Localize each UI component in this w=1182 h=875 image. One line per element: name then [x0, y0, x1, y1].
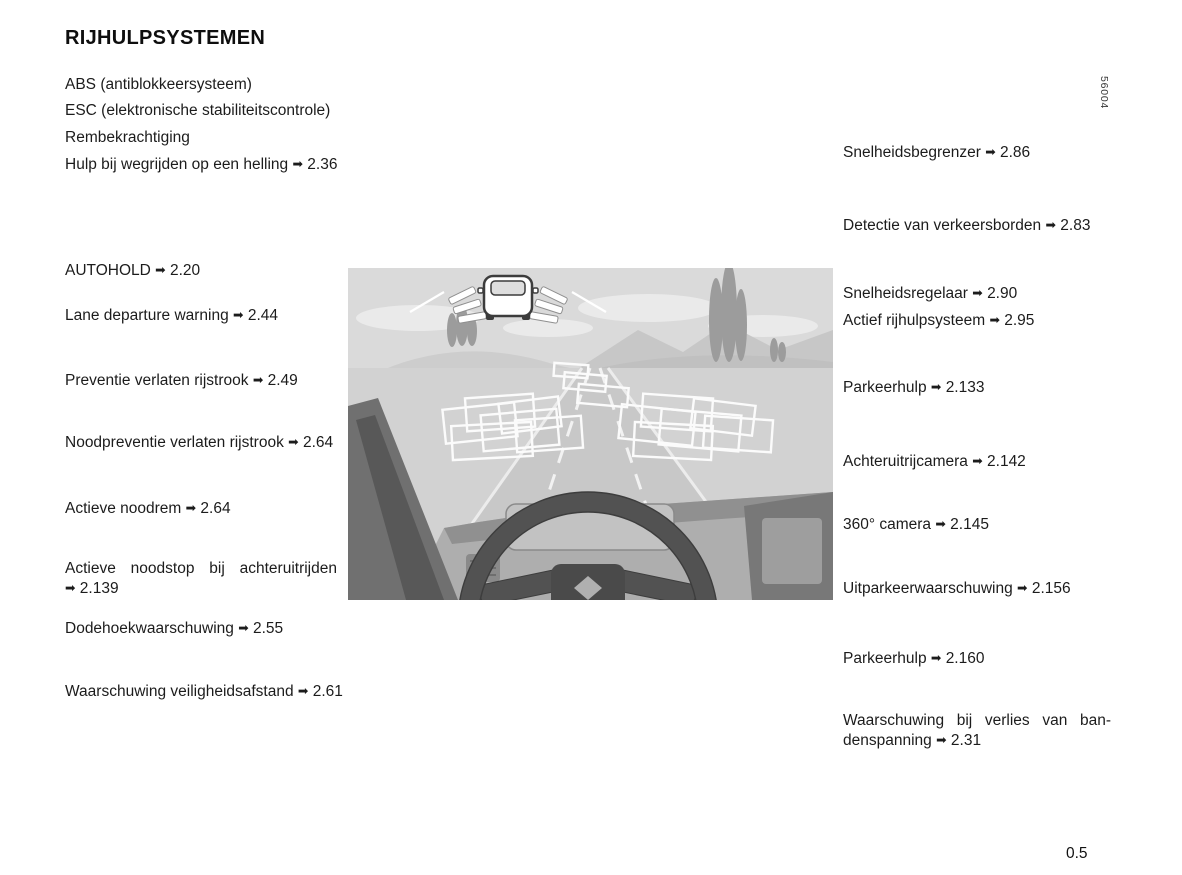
- arrow-icon: ➡: [297, 684, 309, 698]
- entry-label: Actief rijhulpsysteem: [843, 312, 986, 329]
- entry-parkeerhulp-1: [843, 378, 1115, 399]
- entry-ref: 2.95: [1004, 312, 1035, 329]
- entry-label: Rembekrachtiging: [65, 129, 190, 146]
- entry-ref: 2.64: [200, 500, 231, 517]
- entry-360-camera: [843, 515, 1115, 536]
- entry-preventie-verlaten-rijstrook: [65, 371, 363, 392]
- arrow-icon: ➡: [1017, 581, 1028, 595]
- arrow-icon: ➡: [930, 651, 942, 665]
- entry-actieve-noodrem: [65, 499, 363, 520]
- entry-label: ESC (elektronische stabiliteitscontrole): [65, 102, 331, 119]
- arrow-icon: ➡: [185, 501, 197, 515]
- entry-label: Waarschuwing bij verlies van bandenspanning: [843, 712, 1111, 749]
- entry-abs: [65, 75, 363, 95]
- entry-ref: 2.49: [267, 372, 298, 389]
- entry-label: 360° camera: [843, 516, 932, 533]
- arrow-icon: ➡: [989, 313, 1000, 327]
- entry-label: Actieve noodrem: [65, 500, 182, 517]
- entry-ref: 2.61: [312, 683, 343, 700]
- entry-ref: 2.36: [307, 156, 338, 173]
- entry-label: Achteruitrijcamera: [843, 453, 968, 470]
- arrow-icon: ➡: [233, 308, 244, 322]
- entry-ref: 2.31: [950, 731, 982, 749]
- entry-ref: 2.55: [253, 620, 284, 637]
- entry-parkeerhulp-2: [843, 649, 1115, 670]
- entry-ref: 2.139: [79, 579, 119, 597]
- arrow-icon: ➡: [155, 263, 166, 277]
- entry-actieve-noodstop-achteruitrijden: [65, 559, 337, 599]
- entry-label: Noodpreventie verlaten rijstrook: [65, 434, 284, 451]
- arrow-icon: ➡: [238, 621, 249, 635]
- entry-achteruitrijcamera: [843, 452, 1115, 473]
- arrow-icon: ➡: [972, 454, 983, 468]
- entry-dodehoekwaarschuwing: [65, 619, 363, 640]
- arrow-icon: ➡: [1045, 218, 1056, 232]
- driver-view-illustration: [348, 268, 833, 600]
- entry-label: Uitparkeerwaarschuwing: [843, 580, 1013, 597]
- entry-label: Dodehoekwaarschuwing: [65, 620, 234, 637]
- arrow-icon: ➡: [292, 157, 303, 171]
- entry-label: Snelheidsregelaar: [843, 285, 968, 302]
- center-display: [744, 492, 833, 600]
- entry-label: Actieve noodstop bij achteruitrijden: [65, 560, 337, 577]
- entry-noodpreventie-verlaten-rijstrook: [65, 433, 337, 454]
- entry-ref: 2.133: [945, 379, 985, 396]
- arrow-icon: ➡: [65, 580, 76, 595]
- entry-rembekrachtiging: [65, 128, 363, 148]
- entry-uitparkeerwaarschuwing: [843, 579, 1115, 600]
- arrow-icon: ➡: [985, 145, 996, 159]
- entry-label: Detectie van verkeersborden: [843, 217, 1042, 234]
- entry-label: ABS (antiblokkeersysteem): [65, 76, 252, 93]
- entry-ref: 2.64: [302, 434, 334, 451]
- entry-esc: [65, 101, 363, 121]
- entry-snelheidsbegrenzer: [843, 143, 1115, 164]
- entry-bandenspanning: [843, 711, 1111, 751]
- entry-label: Hulp bij wegrijden op een helling: [65, 156, 289, 173]
- entry-lane-departure-warning: [65, 306, 363, 327]
- entry-ref: 2.160: [945, 650, 985, 667]
- entry-autohold: [65, 261, 363, 282]
- entry-hulp-bij-wegrijden: [65, 155, 363, 176]
- entry-ref: 2.44: [247, 307, 279, 324]
- arrow-icon: ➡: [930, 380, 942, 394]
- page-title: RIJHULPSYSTEMEN: [65, 27, 266, 49]
- arrow-icon: ➡: [252, 373, 264, 387]
- entry-label: Snelheidsbegrenzer: [843, 144, 981, 161]
- entry-waarschuwing-veiligheidsafstand: [65, 682, 363, 703]
- entry-ref: 2.90: [987, 285, 1018, 302]
- entry-ref: 2.86: [999, 144, 1031, 161]
- entry-label: AUTOHOLD: [65, 262, 151, 279]
- image-code: 56004: [1098, 76, 1110, 110]
- entry-actief-rijhulpsysteem: [843, 311, 1115, 332]
- entry-label: Preventie verlaten rijstrook: [65, 372, 249, 389]
- entry-ref: 2.20: [169, 262, 201, 279]
- arrow-icon: ➡: [935, 517, 946, 531]
- entry-label: Parkeerhulp: [843, 650, 927, 667]
- entry-label: Lane departure warning: [65, 307, 229, 324]
- page-number: 0.5: [1066, 845, 1088, 862]
- entry-detectie-verkeersborden: [843, 216, 1115, 237]
- entry-label: Waarschuwing veiligheidsafstand: [65, 683, 294, 700]
- arrow-icon: ➡: [288, 435, 299, 449]
- entry-ref: 2.83: [1060, 217, 1091, 234]
- arrow-icon: ➡: [936, 732, 947, 747]
- entry-ref: 2.156: [1031, 580, 1071, 597]
- arrow-icon: ➡: [972, 286, 983, 300]
- entry-label: Parkeerhulp: [843, 379, 927, 396]
- entry-snelheidsregelaar: [843, 284, 1115, 305]
- entry-ref: 2.142: [987, 453, 1026, 470]
- entry-ref: 2.145: [950, 516, 989, 533]
